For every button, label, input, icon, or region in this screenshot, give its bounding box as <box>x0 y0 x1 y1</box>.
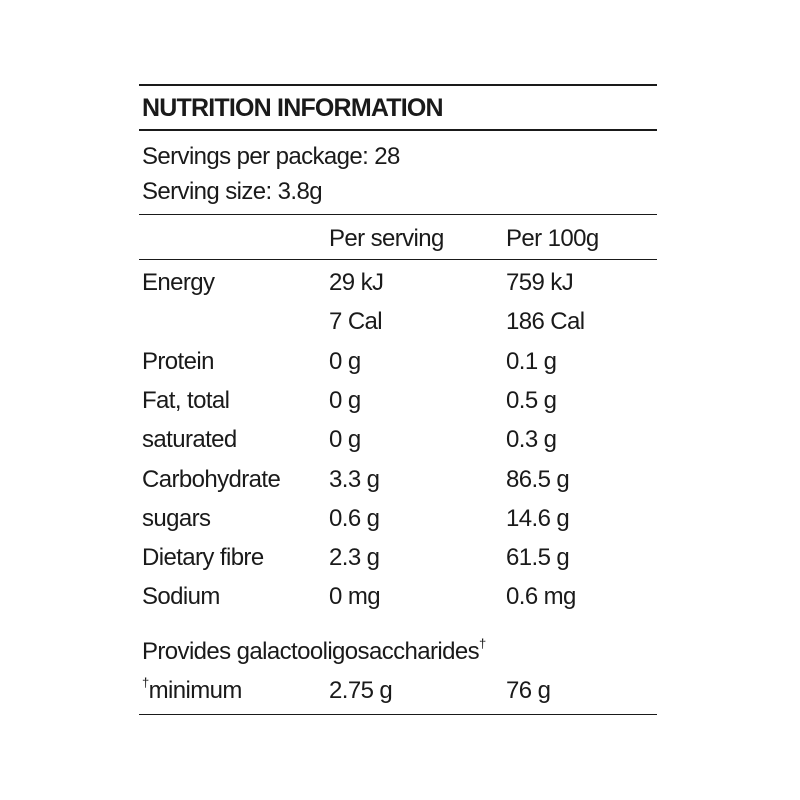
nutrient-label: Sodium <box>142 583 220 610</box>
nutrient-per-serving: 2.3 g <box>329 544 380 571</box>
dagger-mark: † <box>142 675 149 690</box>
nutrient-per-serving: 0.6 g <box>329 505 380 532</box>
nutrient-per-100g: 86.5 g <box>506 466 570 493</box>
title-rule <box>139 129 657 131</box>
nutrient-per-serving: 0 mg <box>329 583 380 610</box>
nutrient-per-100g: 759 kJ <box>506 269 574 296</box>
header-rule <box>139 214 657 215</box>
minimum-per-serving: 2.75 g <box>329 677 393 704</box>
nutrient-per-100g: 0.3 g <box>506 426 557 453</box>
nutrient-per-100g: 14.6 g <box>506 505 570 532</box>
nutrient-per-serving: 29 kJ <box>329 269 384 296</box>
bottom-rule <box>139 714 657 715</box>
column-header-rule <box>139 259 657 260</box>
minimum-row-label <box>142 677 242 705</box>
dagger-mark: † <box>479 636 486 651</box>
serving-size: Serving size: 3.8g <box>142 178 322 205</box>
nutrient-label: sugars <box>142 505 211 532</box>
minimum-label: minimum <box>148 677 242 704</box>
nutrient-label: Dietary fibre <box>142 544 264 571</box>
provides-gos-text <box>142 638 486 666</box>
nutrient-per-serving: 0 g <box>329 348 361 375</box>
nutrient-per-serving: 7 Cal <box>329 308 383 335</box>
panel-title: NUTRITION INFORMATION <box>142 94 443 122</box>
nutrient-per-100g: 0.5 g <box>506 387 557 414</box>
minimum-per-100g: 76 g <box>506 677 551 704</box>
nutrient-per-serving: 0 g <box>329 426 361 453</box>
nutrient-per-100g: 61.5 g <box>506 544 570 571</box>
nutrient-per-100g: 186 Cal <box>506 308 585 335</box>
nutrient-label: Energy <box>142 269 215 296</box>
nutrient-per-serving: 0 g <box>329 387 361 414</box>
column-header-per-serving: Per serving <box>329 225 444 252</box>
nutrient-label: saturated <box>142 426 237 453</box>
nutrient-label: Protein <box>142 348 214 375</box>
nutrient-label: Fat, total <box>142 387 230 414</box>
nutrient-per-serving: 3.3 g <box>329 466 380 493</box>
nutrient-label: Carbohydrate <box>142 466 281 493</box>
nutrient-per-100g: 0.1 g <box>506 348 557 375</box>
nutrient-per-100g: 0.6 mg <box>506 583 576 610</box>
provides-gos-label: Provides galactooligosaccharides <box>142 638 480 665</box>
column-header-per-100g: Per 100g <box>506 225 599 252</box>
top-rule <box>139 84 657 86</box>
servings-per-package: Servings per package: 28 <box>142 143 400 170</box>
